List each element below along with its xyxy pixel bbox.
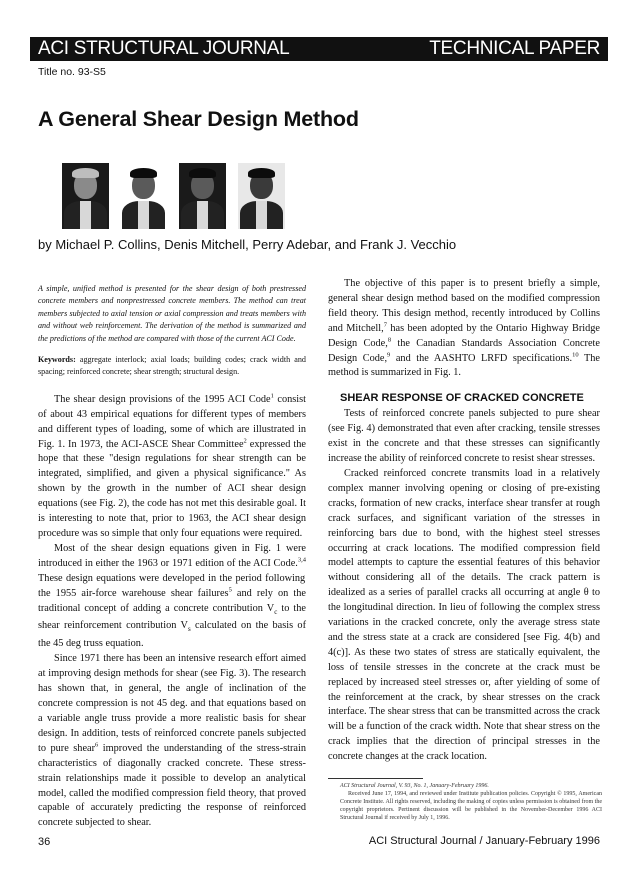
body-paragraph bbox=[328, 277, 600, 381]
keywords-text: aggregate interlock; axial loads; building codes; crack width and spacing; reinforced concrete; shear strength; structural design. bbox=[38, 355, 306, 377]
body-paragraph bbox=[38, 393, 306, 542]
body-paragraph: Tests of reinforced concrete panels subjected to pure shear (see Fig. 4) demonstrated that even after cracking, tensile stresses exist in the concrete and that these stresses can significantly increase the ability of reinforced concrete to resist shear stresses. bbox=[328, 408, 600, 465]
footnote-line: ACI Structural Journal, V. 93, No. 1, January-February 1996. bbox=[340, 783, 489, 789]
reference-marker: 1 bbox=[270, 392, 274, 400]
paragraph-text: The method is summarized in Fig. 1. bbox=[328, 352, 600, 379]
paragraph-text: The objective of this paper is to present briefly a simple, general shear design method based on the modified compression field theory. This design method, recently introduced by Collins and Mitchell, bbox=[328, 278, 600, 334]
journal-header-bar bbox=[30, 37, 608, 61]
section-heading: SHEAR RESPONSE OF CRACKED CONCRETE bbox=[340, 392, 584, 405]
paragraph-text: consist of about 43 empirical equations for different types of members and different types of loading, some of which are illustrated in Fig. 1. In 1973, the ACI-ASCE Shear Committee bbox=[38, 393, 306, 450]
keywords-label: Keywords: bbox=[38, 355, 76, 365]
paragraph-text: and rely on the traditional concept of adding a concrete contribution V bbox=[38, 587, 306, 614]
subscript: c bbox=[274, 607, 278, 616]
paragraph-text: calculated on the basis of the 45 deg truss equation. bbox=[38, 620, 306, 650]
author-byline: by Michael P. Collins, Denis Mitchell, Perry Adebar, and Frank J. Vecchio bbox=[38, 237, 457, 252]
reference-marker: 8 bbox=[387, 336, 392, 344]
reference-marker: 10 bbox=[572, 351, 579, 359]
right-column bbox=[328, 277, 600, 765]
footnote-line: Received June 17, 1994, and reviewed under Institute publication policies. Copyright © 1995, American Concrete Institute. All rights reserved, including the making of copies unless permission is obtained from the copyright proprietors. Pertinent discussion will be published in the November-December 1996 ACI Structural Journal if received by July 1, 1996. bbox=[340, 791, 602, 822]
article-title: A General Shear Design Method bbox=[38, 107, 359, 131]
author-photos bbox=[62, 163, 290, 229]
author-photo-vecchio bbox=[238, 163, 285, 229]
paragraph-text: to the shear reinforcement contribution V bbox=[38, 602, 306, 632]
paragraph-text: the Canadian Standards Association Concrete Design Code, bbox=[328, 337, 600, 364]
journal-name: ACI STRUCTURAL JOURNAL bbox=[38, 38, 290, 59]
footnote bbox=[340, 782, 602, 822]
author-photo-collins bbox=[62, 163, 109, 229]
body-paragraph bbox=[38, 652, 306, 831]
reference-marker: 9 bbox=[387, 351, 391, 359]
body-paragraph bbox=[38, 542, 306, 652]
title-number: Title no. 93-S5 bbox=[38, 66, 106, 78]
keywords bbox=[38, 354, 306, 379]
body-paragraph: Cracked reinforced concrete transmits load in a relatively complex manner involving opening or closing of pre-existing cracks, formation of new cracks, interface shear transfer at rough crack surfaces, and significant variation of the stresses in reinforcing bars due to bond, with the highest steel stresses occurring at crack locations. The modified compression field model attempts to capture the essential features of this behavior without considering all of the details. The crack pattern is idealized as a series of parallel cracks all occurring at angle θ to the longitudinal direction. In lieu of following the complex stress variations in the cracked concrete, only the average stress state and the stress state at a crack are considered [see Fig. 4(b) and 4(c)]. As these two states of stress are statically equivalent, the loss of tensile stresses in the concrete at the crack must be replaced by increased steel stresses or, after yielding of some of the reinforcement at the crack, by shear stresses on the crack interface. The shear stress that can be transmitted across the crack will be a function of the crack width. Note that shear stress on the crack implies that the direction of principal stresses in the concrete changes at the crack location. bbox=[328, 467, 600, 763]
journal-footer: ACI Structural Journal / January-February 1996 bbox=[368, 835, 600, 847]
paragraph-text: These design equations were developed in the period following the 1955 air-force warehouse shear failures bbox=[38, 572, 306, 599]
author-photo-mitchell bbox=[120, 163, 167, 229]
reference-marker: 6 bbox=[95, 741, 99, 749]
abstract: A simple, unified method is presented for the shear design of both prestressed concrete members and nonprestressed concrete members. The method can treat members subjected to axial tension or axial compression and treats members with and without web reinforcement. The derivation of the method is summarized and the predictions of the method are compared with those of the current ACI Code. bbox=[38, 284, 306, 343]
reference-marker: 5 bbox=[228, 586, 232, 594]
reference-marker: 2 bbox=[243, 437, 247, 445]
reference-marker: 3,4 bbox=[297, 556, 306, 564]
paragraph-text: improved the understanding of the stress-strain characteristics of diagonally cracked concrete. These stress-strain relationships made it possible to develop an analytical model, called the modified compression field theory, that proved capable of accurately predicting the response of reinforced concrete subjected to shear. bbox=[38, 742, 306, 829]
paragraph-text: has been adopted by the Ontario Highway Bridge Design Code, bbox=[328, 322, 600, 349]
subscript: s bbox=[187, 625, 191, 634]
author-photo-adebar bbox=[179, 163, 226, 229]
section-label: TECHNICAL PAPER bbox=[429, 38, 600, 59]
paragraph-text: Since 1971 there has been an intensive research effort aimed at improving design methods for shear (see Fig. 3). The research has shown that, in general, the angle of inclination of the concrete compression is not 45 deg. and that equations based on a variable angle truss provide a more realistic basis for shear design. In addition, tests of reinforced concrete panels subjected to pure shear bbox=[38, 653, 306, 754]
left-column bbox=[38, 283, 306, 831]
paragraph-text: Most of the shear design equations given in Fig. 1 were introduced in either the 1963 or 1971 edition of the ACI Code. bbox=[38, 542, 306, 569]
page-number: 36 bbox=[38, 836, 51, 848]
reference-marker: 7 bbox=[383, 321, 387, 329]
paragraph-text: and the AASHTO LRFD specifications. bbox=[390, 352, 573, 364]
paragraph-text: expressed the hope that these "design regulations for shear strength can be integrated, simplified, and given a physical significance." As shown by the growth in the number of ACI shear design equations (see Fig. 2), the code has not met this desirable goal. It is interesting to note that, prior to 1963, the ACI shear design procedure was so simple that only four equations were required. bbox=[38, 438, 306, 539]
paragraph-text: The shear design provisions of the 1995 ACI Code bbox=[54, 393, 271, 405]
footnote-divider bbox=[328, 778, 423, 779]
